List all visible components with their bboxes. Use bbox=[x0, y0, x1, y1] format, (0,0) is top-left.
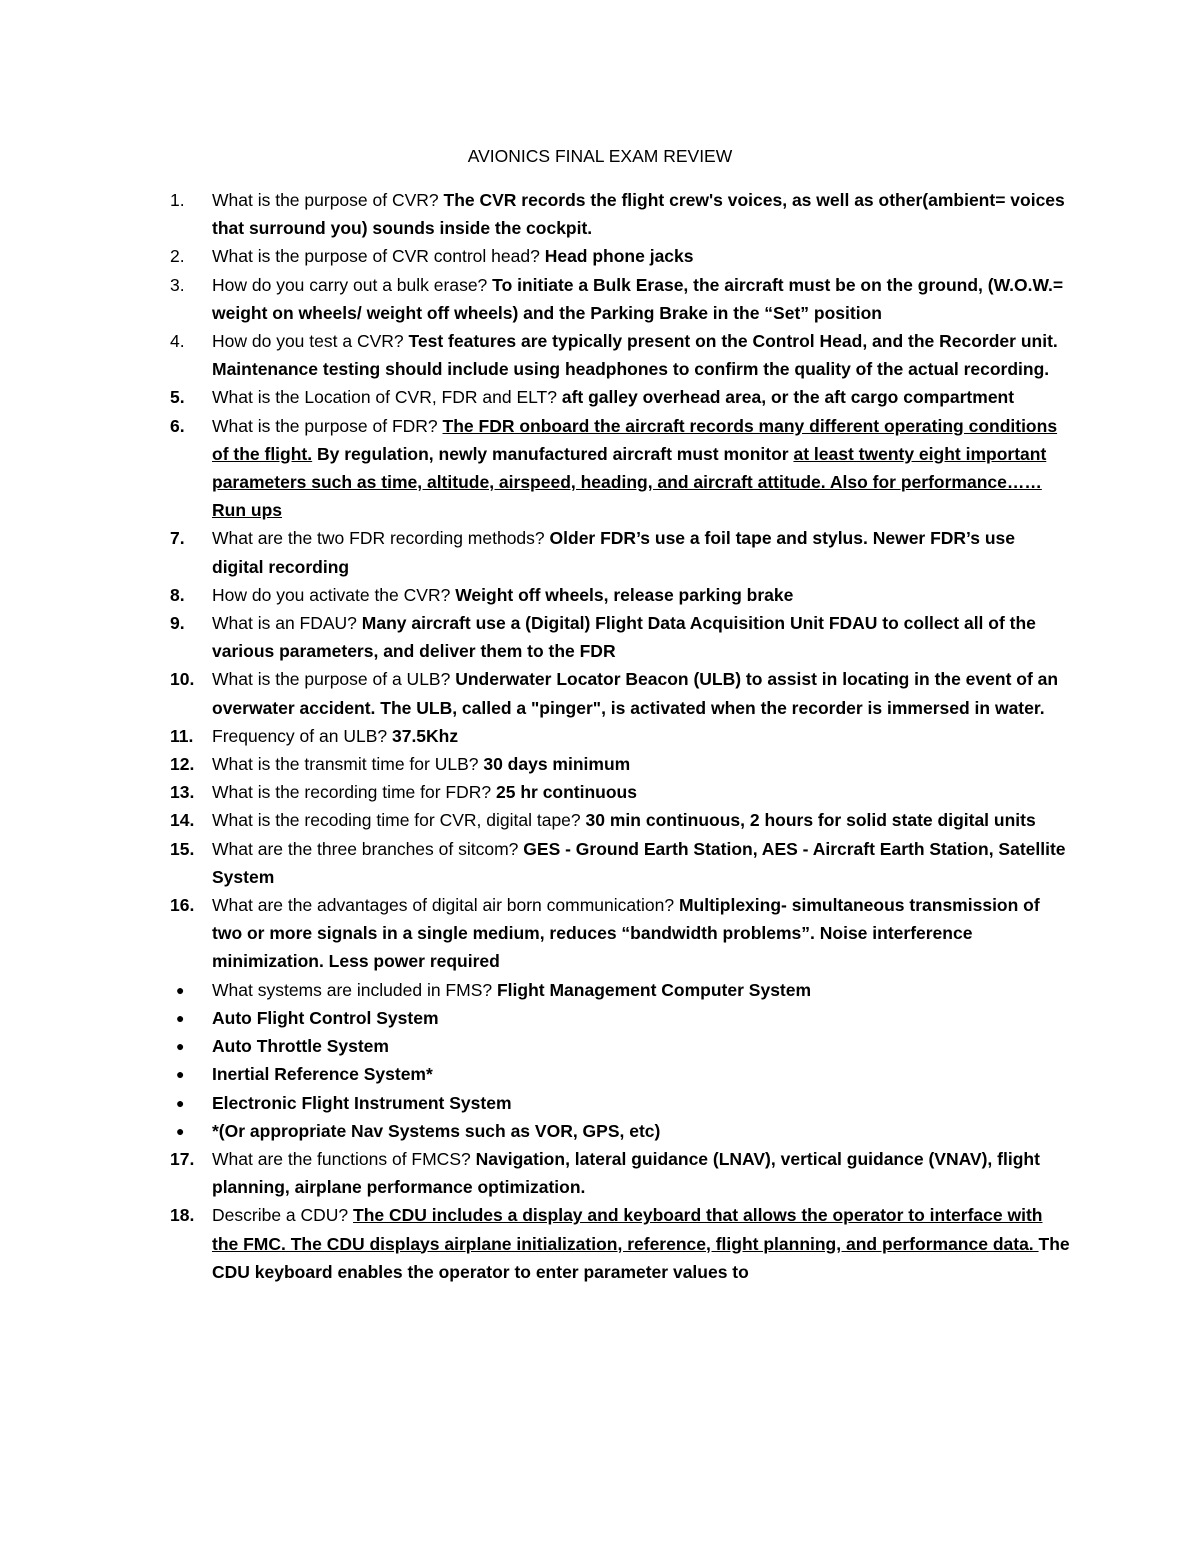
answer-text: Navigation, lateral guidance (LNAV), vertical guidance (VNAV), flight planning, airplane performance optimization. bbox=[212, 1148, 1040, 1198]
question-text: What is the recording time for FDR? bbox=[212, 782, 492, 803]
question-text: What are the advantages of digital air born communication? bbox=[212, 895, 675, 916]
item-number: 2. bbox=[170, 246, 185, 267]
answer-text-underlined: at least twenty eight important parameters such as time, altitude, airspeed, heading, and aircraft attitude. Also for performance…… Run ups bbox=[212, 443, 1047, 521]
answer-text: Weight off wheels, release parking brake bbox=[455, 584, 794, 605]
answer-text: Auto Throttle System bbox=[212, 1036, 389, 1057]
question-text: What systems are included in FMS? bbox=[212, 979, 493, 1000]
answer-text: 30 days minimum bbox=[483, 754, 631, 775]
item-number: 7. bbox=[170, 528, 185, 549]
question-text: What is an FDAU? bbox=[212, 613, 357, 634]
answer-text: *(Or appropriate Nav Systems such as VOR, GPS, etc) bbox=[212, 1120, 661, 1141]
item-number: 10. bbox=[170, 669, 195, 690]
answer-text: By regulation, newly manufactured aircraft must monitor bbox=[312, 443, 794, 464]
answer-text: Test features are typically present on the Control Head, and the Recorder unit. Maintenance testing should include using headphones to confirm the quality of the actual recording. bbox=[212, 331, 1058, 380]
question-text: What is the recoding time for CVR, digital tape? bbox=[212, 810, 581, 831]
answer-text: Electronic Flight Instrument System bbox=[212, 1092, 512, 1113]
question-text: Frequency of an ULB? bbox=[212, 725, 388, 746]
item-number: 16. bbox=[170, 895, 195, 916]
list-item bbox=[170, 806, 1070, 834]
item-number: 5. bbox=[170, 387, 185, 408]
question-text: How do you activate the CVR? bbox=[212, 584, 451, 605]
list-item bbox=[170, 722, 1070, 750]
item-number: 13. bbox=[170, 782, 195, 803]
list-item bbox=[170, 778, 1070, 806]
item-number: 11. bbox=[170, 725, 194, 746]
list-item bbox=[170, 327, 1070, 383]
bullet-icon: ● bbox=[176, 1038, 185, 1055]
bullet-item bbox=[170, 1032, 1070, 1060]
list-item bbox=[170, 835, 1070, 891]
answer-text: Many aircraft use a (Digital) Flight Data Acquisition Unit FDAU to collect all of the various parameters, and deliver them to the FDR bbox=[212, 613, 1036, 662]
question-text: What is the purpose of CVR? bbox=[212, 190, 439, 210]
answer-text: 37.5Khz bbox=[391, 725, 459, 746]
bullet-icon: ● bbox=[176, 1009, 185, 1026]
question-text: What are the three branches of sitcom? bbox=[212, 838, 519, 859]
bullet-icon: ● bbox=[176, 981, 185, 998]
bullet-item bbox=[170, 1089, 1070, 1117]
answer-text-underlined: The CDU includes a display and keyboard that allows the operator to interface with the FMC. The CDU displays airplane initialization, reference, flight planning, and performance data. bbox=[212, 1205, 1043, 1254]
list-item bbox=[170, 271, 1070, 327]
answer-text: aft galley overhead area, or the aft cargo compartment bbox=[561, 387, 1015, 408]
answer-text: The CDU keyboard enables the operator to enter parameter values to bbox=[212, 1233, 1070, 1282]
bullet-item bbox=[170, 1060, 1070, 1088]
answer-text: To initiate a Bulk Erase, the aircraft must be on the ground, (W.O.W.= weight on wheels/ weight off wheels) and the Parking Brake in the “Set” position bbox=[212, 274, 1064, 323]
document-title: AVIONICS FINAL EXAM REVIEW bbox=[467, 146, 733, 166]
list-item bbox=[170, 412, 1070, 525]
list-item bbox=[170, 665, 1070, 721]
item-number: 18. bbox=[170, 1205, 195, 1226]
question-text: What is the transmit time for ULB? bbox=[212, 754, 479, 775]
question-text: Describe a CDU? bbox=[212, 1205, 349, 1226]
answer-text: GES - Ground Earth Station, AES - Aircraft Earth Station, Satellite System bbox=[212, 838, 1066, 887]
question-text: What is the purpose of a ULB? bbox=[212, 669, 451, 690]
item-number: 15. bbox=[170, 838, 195, 859]
question-text: What is the Location of CVR, FDR and ELT? bbox=[212, 387, 557, 408]
list-item bbox=[170, 1145, 1070, 1201]
item-number: 12. bbox=[170, 754, 195, 775]
question-text: How do you carry out a bulk erase? bbox=[212, 274, 488, 295]
question-list bbox=[170, 186, 1070, 1286]
bullet-icon: ● bbox=[176, 1122, 185, 1139]
item-number: 8. bbox=[170, 584, 185, 605]
answer-text: The CVR records the flight crew's voices, as well as other(ambient= voices that surround you) sounds inside the cockpit. bbox=[212, 190, 1065, 239]
item-number: 1. bbox=[170, 190, 185, 210]
list-item bbox=[170, 891, 1070, 976]
list-item bbox=[170, 186, 1070, 242]
bullet-icon: ● bbox=[176, 1066, 185, 1083]
question-text: What are the functions of FMCS? bbox=[212, 1148, 471, 1169]
item-number: 9. bbox=[170, 613, 185, 634]
answer-text: Inertial Reference System* bbox=[212, 1064, 433, 1085]
item-number: 4. bbox=[170, 331, 185, 352]
bullet-item bbox=[170, 1004, 1070, 1032]
bullet-item bbox=[170, 1117, 1070, 1145]
item-number: 6. bbox=[170, 415, 185, 436]
answer-text: Underwater Locator Beacon (ULB) to assist in locating in the event of an overwater accident. The ULB, called a "pinger", is activated when the recorder is immersed in water. bbox=[212, 669, 1059, 718]
question-text: What is the purpose of CVR control head? bbox=[212, 246, 540, 267]
answer-text-underlined: The FDR onboard the aircraft records many different operating conditions of the flight. bbox=[212, 415, 1058, 464]
item-number: 17. bbox=[170, 1148, 195, 1169]
question-text: How do you test a CVR? bbox=[212, 331, 404, 352]
answer-text: Auto Flight Control System bbox=[212, 1007, 439, 1028]
answer-text: Older FDR’s use a foil tape and stylus. Newer FDR’s use digital recording bbox=[212, 528, 1016, 577]
answer-text: Flight Management Computer System bbox=[496, 979, 812, 1000]
answer-text: Multiplexing- simultaneous transmission of two or more signals in a single medium, reduces “bandwidth problems”. Noise interference minimization. Less power required bbox=[212, 895, 1040, 972]
answer-text: 30 min continuous, 2 hours for solid state digital units bbox=[585, 810, 1036, 831]
list-item bbox=[170, 242, 1070, 270]
answer-text: 25 hr continuous bbox=[496, 782, 637, 803]
item-number: 14. bbox=[170, 810, 195, 831]
question-text: What are the two FDR recording methods? bbox=[212, 528, 545, 549]
list-item bbox=[170, 524, 1070, 580]
item-number: 3. bbox=[170, 274, 185, 295]
list-item bbox=[170, 609, 1070, 665]
bullet-icon: ● bbox=[176, 1094, 185, 1111]
answer-text: Head phone jacks bbox=[544, 246, 694, 267]
list-item bbox=[170, 1201, 1070, 1286]
list-item bbox=[170, 383, 1070, 411]
list-item bbox=[170, 750, 1070, 778]
list-item bbox=[170, 581, 1070, 609]
question-text: What is the purpose of FDR? bbox=[212, 415, 438, 436]
bullet-item bbox=[170, 976, 1070, 1004]
